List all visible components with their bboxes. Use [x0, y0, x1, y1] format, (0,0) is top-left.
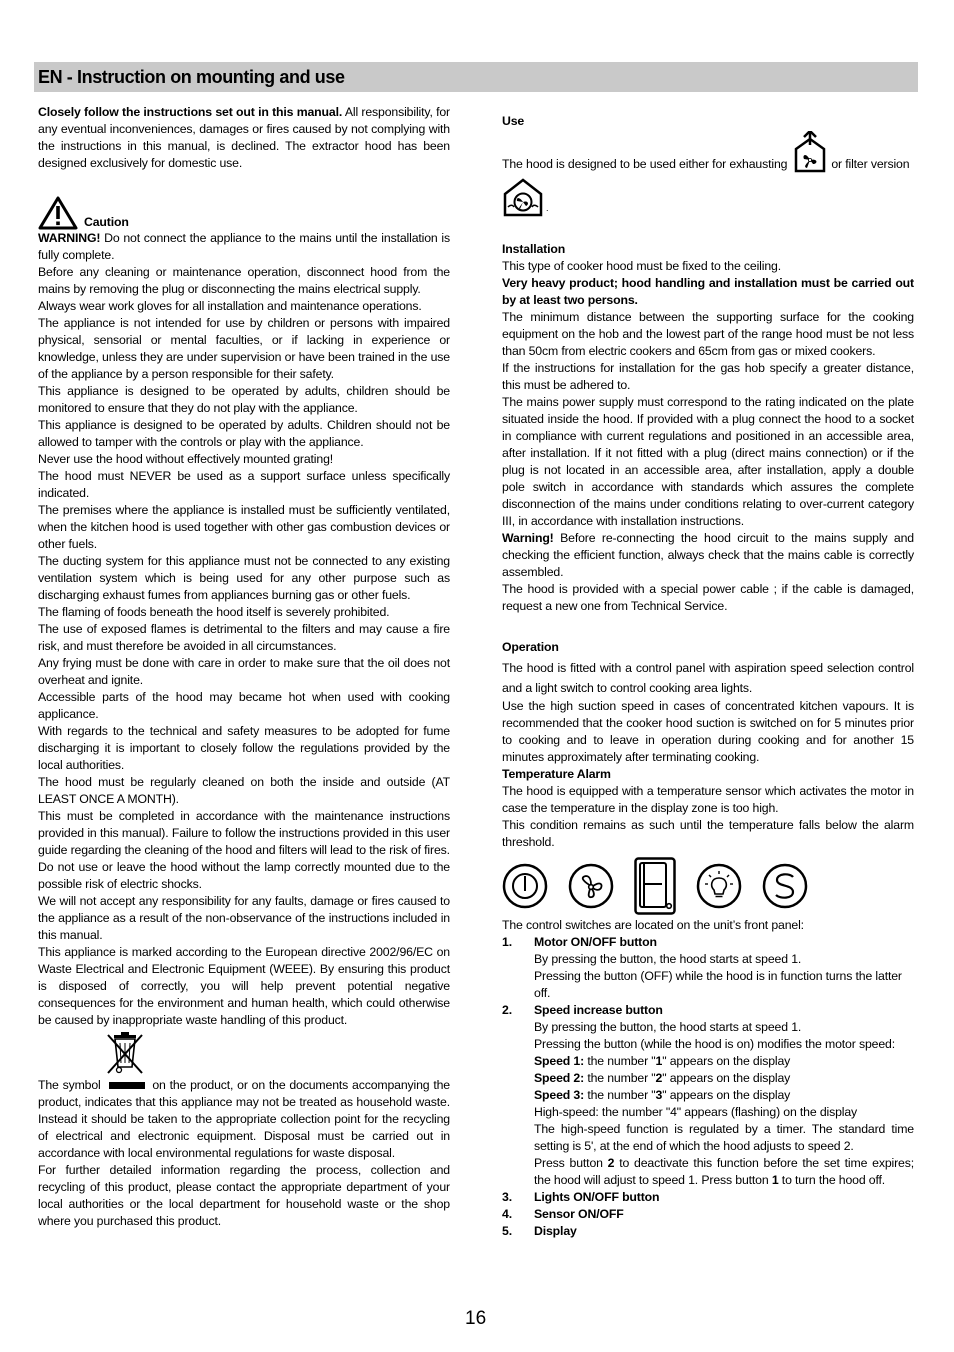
operation-heading: Operation — [502, 640, 559, 654]
safety-paragraph: Always wear work gloves for all installation and maintenance operations. — [38, 299, 422, 313]
press-text: Press button — [534, 1156, 608, 1170]
press-text: to turn the hood off. — [778, 1173, 886, 1187]
black-bar-symbol-icon — [109, 1082, 145, 1089]
installation-paragraph: The minimum distance between the supporting surface for the cooking equipment on the hob and the lowest part of the range hood must be not less than 50cm from electric cookers and 65cm from gas or mixed cookers. — [502, 310, 914, 358]
safety-paragraph: Never use the hood without effectively mounted grating! — [38, 452, 334, 466]
use-text-period: . — [546, 203, 549, 213]
installation-paragraph: The mains power supply must correspond to the rating indicated on the plate situated inside the hood. If provided with a plug connect the hood to a socket in compliance with current regulations and positioned in an accessible area, after installation. If it not fitted with a plug (direct mains connection) or if the plug is not located in an accessible area, after installation, apply a double pole switch in accordance with standards which assures the complete disconnection of the mains under conditions relating to over-current category III, in accordance with installation instructions. — [502, 395, 914, 528]
page-number: 16 — [465, 1308, 487, 1329]
list-item — [502, 1223, 914, 1240]
safety-paragraph: The hood must be regularly cleaned on both the inside and outside (AT LEAST ONCE A MONTH). — [38, 775, 450, 806]
speed-line — [502, 1053, 914, 1070]
high-speed-line: High-speed: the number "4" appears (flashing) on the display — [534, 1105, 858, 1119]
list-item — [502, 1002, 914, 1019]
symbol-paragraph — [38, 1077, 450, 1162]
intro-paragraph — [38, 104, 450, 172]
speed-text: " appears on the display — [662, 1088, 791, 1102]
use-text-or-filter: or filter version — [831, 157, 910, 171]
speed-number: 1 — [655, 1054, 663, 1068]
warning-label: WARNING! — [38, 231, 101, 245]
installation-warning-paragraph — [502, 530, 914, 581]
speed-text: " appears on the display — [662, 1071, 791, 1085]
speed-number: 2 — [655, 1071, 663, 1085]
item-description: Pressing the button (OFF) while the hood is in function turns the latter off. — [534, 969, 902, 1000]
item-label: Motor ON/OFF button — [534, 935, 657, 949]
item-label: Sensor ON/OFF — [534, 1207, 624, 1221]
safety-paragraph: Before any cleaning or maintenance operation, disconnect hood from the mains by removing the plug or disconnecting the mains electrical supply. — [38, 265, 450, 296]
page-title: EN - Instruction on mounting and use — [38, 67, 345, 87]
use-text: The hood is designed to be used either for exhausting — [502, 157, 788, 171]
symbol-text-start: The symbol — [38, 1078, 101, 1092]
item-number: 3. — [502, 1190, 512, 1204]
filter-line — [502, 173, 914, 217]
press-text: to deactivate this function before the set time expires; the hood will adjust to speed 1. Press button — [534, 1156, 914, 1187]
speed-label: Speed 3: — [534, 1088, 585, 1102]
safety-paragraph: Accessible parts of the hood may became hot when used with cooking applicance. — [38, 690, 450, 721]
control-panel-icons — [502, 855, 914, 917]
speed-label: Speed 1: — [534, 1054, 585, 1068]
use-line — [502, 130, 914, 173]
item-number: 1. — [502, 935, 512, 949]
list-item — [502, 1189, 914, 1206]
installation-warning-text: Before re-connecting the hood circuit to the mains supply and checking the efficient function, always check that the mains cable is correctly assembled. — [502, 531, 914, 579]
left-column — [38, 104, 450, 1230]
list-item — [502, 934, 914, 951]
use-heading: Use — [502, 114, 525, 128]
installation-warning-label: Warning! — [502, 531, 554, 545]
installation-paragraph: The hood is provided with a special power cable ; if the cable is damaged, request a new one from Technical Service. — [502, 582, 914, 613]
intro-text: All responsibility, for any eventual inconveniences, damages or fires caused by not complying with the instructions in this manual, is declined. The extractor hood has been designed exclusively for domestic use. — [38, 105, 450, 170]
speed-text: the number " — [584, 1054, 656, 1068]
warning-paragraph — [38, 230, 450, 264]
item-number: 5. — [502, 1224, 512, 1238]
section-header — [34, 62, 918, 92]
right-column — [502, 113, 914, 1240]
symbol-text-rest: on the product, or on the documents accompanying the product, indicates that this appliance may not be treated as household waste. Instead it should be taken to the appropriate collection point for the recycling of electrical and electronic equipment. Disposal must be carried out in accordance with local environmental regulations for waste disposal. — [38, 1078, 450, 1160]
press-number: 1 — [771, 1173, 779, 1187]
item-label: Speed increase button — [534, 1003, 663, 1017]
press-paragraph — [502, 1155, 914, 1189]
filter-mode-icon — [502, 177, 544, 217]
operation-paragraph: The hood is fitted with a control panel with aspiration speed selection control and a light switch to control cooking area lights. — [502, 661, 914, 695]
temperature-alarm-heading: Temperature Alarm — [502, 767, 611, 781]
digit-display-icon — [634, 857, 676, 915]
fan-speed-button-icon — [568, 863, 614, 909]
item-label: Display — [534, 1224, 577, 1238]
safety-paragraph: This must be completed in accordance with the maintenance instructions provided in this manual). Failure to follow the instructions provided in this user guide regarding the cleaning of the hood and filters will lead to the risk of fires. — [38, 809, 450, 857]
item-label: Lights ON/OFF button — [534, 1190, 660, 1204]
temperature-paragraph: The hood is equipped with a temperature sensor which activates the motor in case the temperature in the display zone is too high. — [502, 784, 914, 815]
safety-paragraph: The premises where the appliance is installed must be sufficiently ventilated, when the kitchen hood is used together with other gas combustion devices or other fuels. — [38, 503, 450, 551]
safety-paragraph: The use of exposed flames is detrimental to the filters and may cause a fire risk, and must therefore be avoided in all circumstances. — [38, 622, 450, 653]
installation-warning-bold: Very heavy product; hood handling and installation must be carried out by at least two persons. — [502, 276, 914, 307]
safety-paragraph: This appliance is designed to be operated by adults, children should be monitored to ensure that they do not play with the appliance. — [38, 384, 450, 415]
speed-text: " appears on the display — [662, 1054, 791, 1068]
safety-paragraph: With regards to the technical and safety measures to be adopted for fume discharging it is important to closely follow the regulations provided by the local authorities. — [38, 724, 450, 772]
safety-paragraph: The flaming of foods beneath the hood itself is severely prohibited. — [38, 605, 390, 619]
speed-line — [502, 1070, 914, 1087]
speed-text: the number " — [584, 1071, 656, 1085]
sensor-button-icon — [762, 863, 808, 909]
speed-label: Speed 2: — [534, 1071, 585, 1085]
speed-number: 3 — [655, 1088, 663, 1102]
caution-heading — [38, 194, 450, 230]
power-button-icon — [502, 863, 548, 909]
speed-text: the number " — [584, 1088, 656, 1102]
installation-heading: Installation — [502, 242, 566, 256]
operation-paragraph: Use the high suction speed in cases of concentrated kitchen vapours. It is recommended that the cooker hood suction is switched on for 5 minutes prior to cooking and to leave in operation during cooking and for another 15 minutes approximately after terminating cooking. — [502, 699, 914, 764]
caution-title: Caution — [84, 215, 129, 229]
item-number: 2. — [502, 1003, 512, 1017]
timer-paragraph: The high-speed function is regulated by a timer. The standard time setting is 5', at the end of which the hood adjusts to speed 2. — [534, 1122, 914, 1153]
safety-paragraph: The hood must NEVER be used as a support surface unless specifically indicated. — [38, 469, 450, 500]
intro-bold: Closely follow the instructions set out in this manual. — [38, 105, 343, 119]
item-number: 4. — [502, 1207, 512, 1221]
item-description: Pressing the button (while the hood is on) modifies the motor speed: — [534, 1037, 895, 1051]
item-description: By pressing the button, the hood starts at speed 1. — [534, 1020, 802, 1034]
light-bulb-button-icon — [696, 863, 742, 909]
temperature-paragraph: This condition remains as such until the temperature falls below the alarm threshold. — [502, 818, 914, 849]
switches-intro: The control switches are located on the unit’s front panel: — [502, 918, 804, 932]
warning-text: Do not connect the appliance to the mains until the installation is fully complete. — [38, 231, 450, 262]
safety-paragraph: The appliance is not intended for use by children or persons with impaired physical, sensorial or mental faculties, or if lacking in experience or knowledge, unless they are under supervision or have been trained in the use of the appliance by a person responsible for their safety. — [38, 316, 450, 381]
installation-paragraph: If the instructions for installation for the gas hob specify a greater distance, this must be adhered to. — [502, 361, 914, 392]
speed-line — [502, 1087, 914, 1104]
weee-bin-icon — [38, 1029, 450, 1077]
item-description: By pressing the button, the hood starts at speed 1. — [534, 952, 802, 966]
exhaust-mode-icon — [793, 131, 827, 173]
final-paragraph: For further detailed information regarding the process, collection and recycling of this product, please contact the appropriate department of your local authorities or the local department for household waste or the shop where you purchased this product. — [38, 1163, 450, 1228]
list-item — [502, 1206, 914, 1223]
safety-paragraph: This appliance is designed to be operated by adults. Children should not be allowed to tamper with the controls or play with the appliance. — [38, 418, 450, 449]
warning-triangle-icon — [38, 196, 78, 230]
safety-paragraph: We will not accept any responsibility for any faults, damage or fires caused to the appliance as a result of the non-observance of the instructions included in this manual. — [38, 894, 450, 942]
press-number: 2 — [607, 1156, 615, 1170]
weee-paragraph: This appliance is marked according to the European directive 2002/96/EC on Waste Electrical and Electronic Equipment (WEEE). By ensuring this product is disposed of correctly, you will help prevent potential negative consequences for the environment and human health, which could otherwise be caused by inappropriate waste handling of this product. — [38, 945, 450, 1027]
safety-paragraph: The ducting system for this appliance must not be connected to any existing ventilation system which is being used for any other purpose such as discharging exhaust fumes from appliances burning gas or other fuels. — [38, 554, 450, 602]
installation-paragraph: This type of cooker hood must be fixed to the ceiling. — [502, 259, 781, 273]
safety-paragraph: Do not use or leave the hood without the lamp correctly mounted due to the possible risk of electric shocks. — [38, 860, 450, 891]
safety-paragraph: Any frying must be done with care in order to make sure that the oil does not overheat and ignite. — [38, 656, 450, 687]
